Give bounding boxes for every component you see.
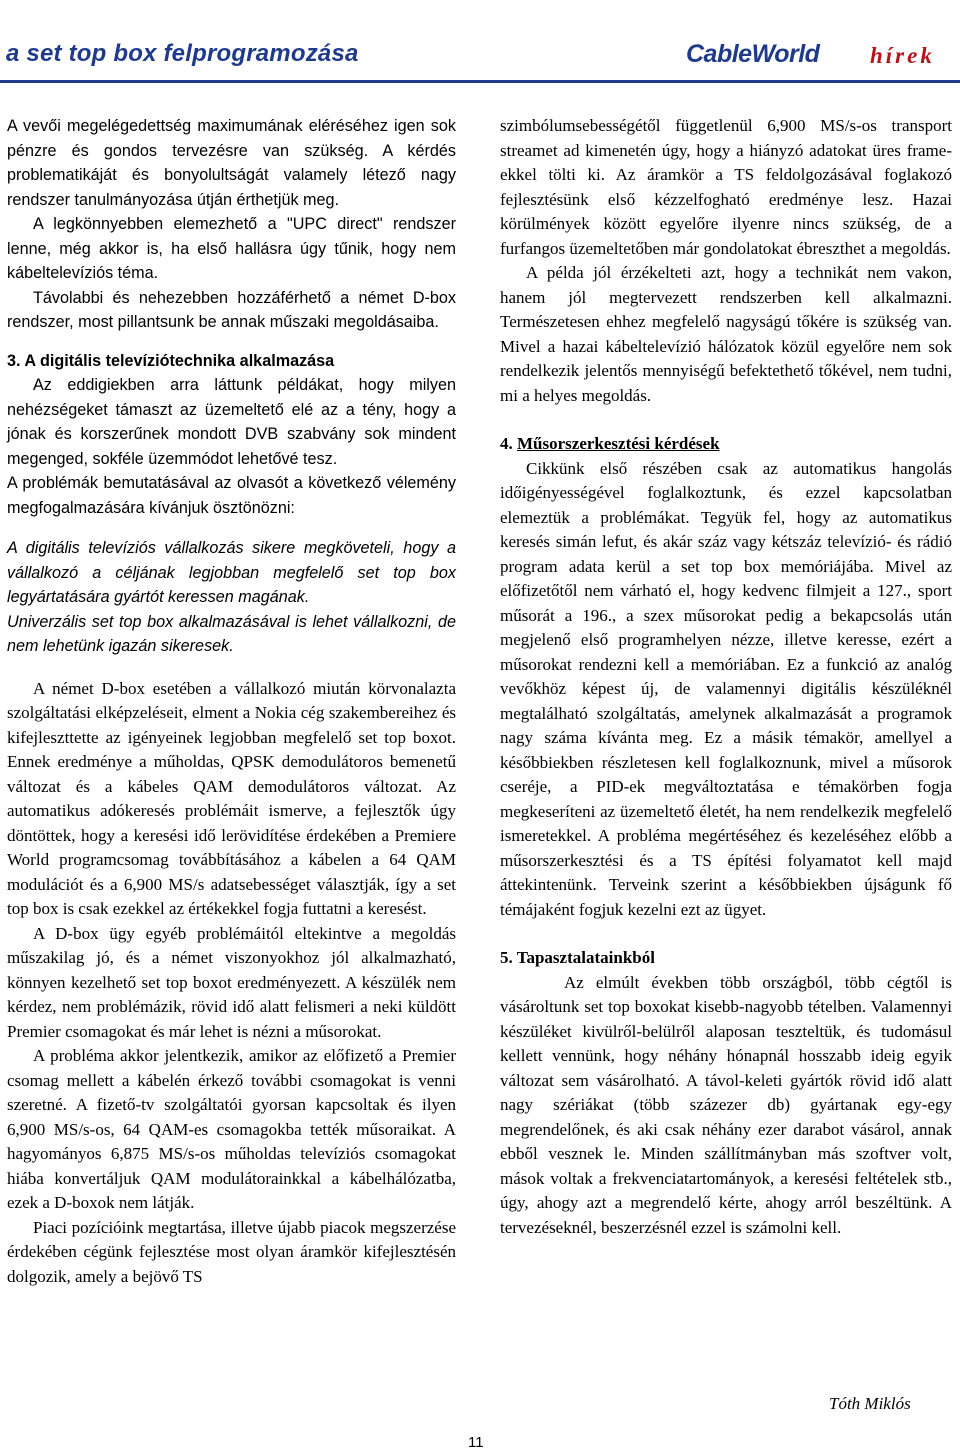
paragraph: A problémák bemutatásával az olvasót a következő vélemény megfogalmazására kívánjuk ösztönözni:: [7, 474, 456, 517]
quote-paragraph: A digitális televíziós vállalkozás sikere megköveteli, hogy a vállalkozó a céljának legjobban megfelelő set top box legyártatására gyártót keressen magának.: [7, 539, 456, 606]
section-heading: [500, 432, 952, 457]
left-column: [7, 114, 456, 1289]
logo-section-label: hírek: [870, 43, 935, 68]
paragraph: A német D-box esetében a vállalkozó miután körvonalazta szolgáltatási elképzeléseit, elment a Nokia cég szakembereihez és kifejleszttette az igényeinek legjobban megfelelő set top boxot. Ennek eredménye a műholdas, QPSK demodulátoros bemenetű változat és a kábeles QAM demodulátoros változat. Az automatikus adókeresés problémáit ismerve, a fejlesztők úgy döntöttek, hogy a keresési idő lerövidítése érdekében a Premiere World programcsomag továbbításához a kábelen a 64 QAM modulációt és a 6,900 MS/s adatsebességet választják, így a set top box is csak ezekkel az értékekkel fogja futtatni a keresést.: [7, 678, 456, 918]
spacer: [7, 520, 456, 536]
paragraph: A legkönnyebben elemezhető a "UPC direct" rendszer lenne, még akkor is, ha első hallásra úgy tűnik, hogy nem kábeltelevíziós téma.: [7, 215, 456, 282]
quote-paragraph: Univerzális set top box alkalmazásával is lehet vállalkozni, de nem lehetünk igazán sikeresek.: [7, 612, 456, 655]
paragraph: Távolabbi és nehezebben hozzáférhető a német D-box rendszer, most pillantsunk be annak műszaki megoldásaiba.: [7, 288, 456, 331]
page-header-title: a set top box felprogramozása: [6, 40, 359, 67]
spacer: [500, 922, 952, 946]
section-number: 4.: [500, 434, 513, 453]
paragraph: Az eddigiekben arra láttunk példákat, hogy milyen nehézségeket támaszt az üzemeltető elé az a tény, hogy a jónak és korszerűnek mondott DVB szabvány sok mindent megenged, sokféle üzemmódot lehetővé tesz.: [7, 376, 456, 468]
paragraph: A példa jól érzékelteti azt, hogy a technikát nem vakon, hanem jól megtervezett rendszerben kell alkalmazni. Természetesen ehhez megfelelő nagyságú tőkére is szükség van. Mivel a hazai kábeltelevízió hálózatok közül egyelőre nem sok rendelkezik jelentős mennyiségű befektethető tőkével, nem tudni, mi a helyes megoldás.: [500, 263, 952, 405]
section-heading: 3. A digitális televíziótechnika alkalmazása: [7, 351, 335, 370]
section-title: Műsorszerkesztési kérdések: [517, 434, 720, 453]
author-signature: Tóth Miklós: [829, 1394, 911, 1413]
page-number: 11: [468, 1434, 484, 1451]
paragraph: Cikkünk első részében csak az automatikus hangolás időigényességével foglalkoztunk, és ezzel kapcsolatban elemeztük a problémákat. Tegyük fel, hogy az automatikus keresés simán lefut, és akár száz vagy kétszáz televízió- és rádió program adata kerül a set top box memóriájába. Mivel az előfizetőtől nem várható el, hogy kedvenc filmjeit a 127., sport műsorát a 196., a szex műsorokat pedig a bekapcsolás után megjelenő első programhelyen nézze, illetve keresse, ezért a műsorokat rendezni kell a memóriában. Ez a funkció az analóg vevőkhöz képest új, de valamennyi digitális készüléknél megtalálható szolgáltatás, amelynek alkalmazását a programok nagy száma kívánta meg. Ez a másik témakör, amellyel a későbbiekben részletesen kell foglalkoznunk, mivel a műsorok cseréje, a PID-ek megváltoztatása e témakörben fogja megkeseríteni az üzemeltető életét, ha nem rendelkezik megfelelő ismeretekkel. A probléma megértéséhez és kezeléséhez előbb a műsorszerkesztési és a TS építési folyamatot kell majd áttekintenünk. Terveink szerint a későbbiekben újságunk fő témájaként fogjuk kezelni ezt az ügyet.: [500, 458, 952, 919]
section-heading: [500, 946, 952, 971]
paragraph: szimbólumsebességétől függetlenül 6,900 MS/s-os transport streamet ad kimenetén úgy, hogy a hiányzó adatokat üres frame-ekkel tölti ki. Az áramkör a TS feldolgozásával foglakozó fejlesztésünk első kézzelfogható eredménye lesz. Hazai körülmények között egyelőre ilyenre nincs szükség, de a furfangos üzemeltetőben már gondolatokat ébreszthet a megoldás.: [500, 116, 952, 258]
paragraph: A vevői megelégedettség maximumának eléréséhez igen sok pénzre és gondos tervezésre van szükség. A kérdés problematikáját és bonyolultságát valamely létező nagy rendszer tanulmányozása útján érthetjük meg.: [7, 117, 456, 209]
spacer: [500, 408, 952, 432]
paragraph: Az elmúlt években több országból, több cégtől is vásároltunk set top boxokat kisebb-nagyobb tételben. Valamennyi készüléket kivülről-belülről alaposan teszteltük, és tudomásul kellett vennünk, hogy néhány hónapnál hosszabb ideig egyik változat sem vásárolható. A távol-keleti gyártók rövid idő alatt nagy szériákat (több százezer db) gyártanak egy-egy megrendelőnek, és aki csak néhány ezer darabot vásárol, annak ebből vesznek le. Minden szállítmányban más szoftver volt, mások voltak a frekvenciatartományok, a keresési feltételek stb., úgy, ahogy azt a megrendelő kérte, ahogy arról beszéltünk. A tervezéseknél, beszerzésnél ezzel is számolni kell.: [500, 972, 952, 1237]
section-title: Tapasztalatainkból: [516, 948, 655, 967]
spacer: [7, 659, 456, 677]
right-column: [500, 114, 952, 1240]
paragraph: A D-box ügy egyéb problémáitól eltekintve a megoldás műszakilag jó, és a német viszonyokhoz jól alkalmazható, könnyen kezelhető set top boxot eredményezett. A készülék nem kérdez, nem problémázik, rövid idő alatt felismeri a neki küldött Premier csomagokat és már lehet is nézni a műsorokat.: [7, 923, 456, 1041]
section-number: 5.: [500, 948, 513, 967]
paragraph: Piaci pozícióink megtartása, illetve újabb piacok megszerzése érdekében cégünk fejlesztése most olyan áramkör kifejlesztésén dolgozik, amely a bejövő TS: [7, 1217, 456, 1286]
logo-wordmark: CableWorld: [686, 40, 820, 68]
spacer: [7, 335, 456, 349]
header-divider: [0, 80, 960, 83]
paragraph: A probléma akkor jelentkezik, amikor az előfizető a Premier csomag mellett a kábelén érkező további csomagokat is venni szeretné. A fizető-tv szolgáltatói gyorsan kapcsoltak és ilyen 6,900 MS/s-os, 64 QAM-es csomagokba tették műsoraikat. A hagyományos 6,875 MS/s-os műholdas televíziós csomagokat hiába konvertáljuk QAM modulátorainkkal a kábelhálózatba, ezek a D-boxok nem látják.: [7, 1046, 456, 1212]
cableworld-logo: [686, 40, 956, 80]
